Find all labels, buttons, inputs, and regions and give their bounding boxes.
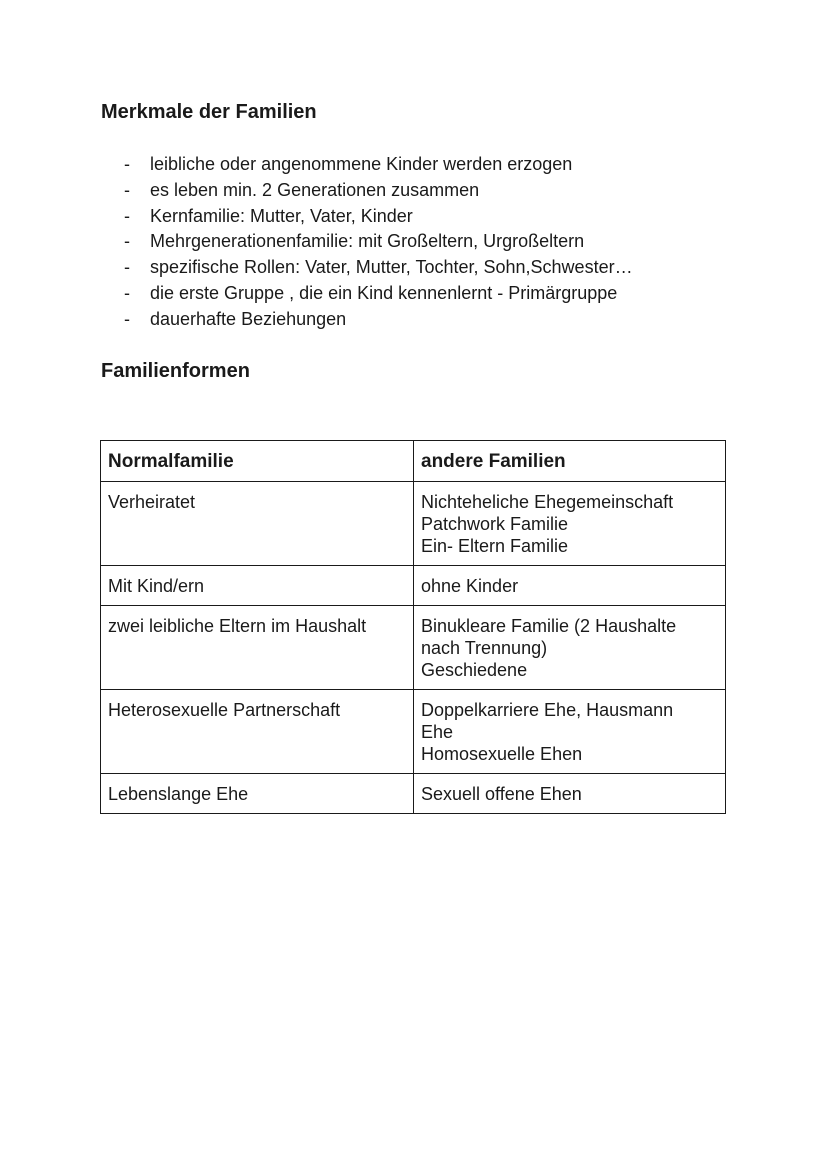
table-row [101, 774, 726, 814]
table-cell-right [414, 566, 726, 606]
cell-line: Ehe [421, 722, 454, 742]
list-item-text: leibliche oder angenommene Kinder werden erzogen [150, 154, 573, 174]
cell-line: ohne Kinder [421, 576, 519, 596]
list-item [122, 178, 633, 204]
table-row [101, 606, 726, 690]
bullet-dash: - [124, 231, 130, 252]
table-cell-left [101, 774, 414, 814]
cell-line: Sexuell offene Ehen [421, 784, 582, 804]
cell-line: nach Trennung) [421, 638, 548, 658]
characteristics-heading: Merkmale der Familien [101, 101, 317, 123]
list-item [122, 152, 633, 178]
table-cell-left [101, 566, 414, 606]
cell-line: Lebenslange Ehe [108, 784, 249, 804]
list-item [122, 307, 633, 333]
table-cell-right [414, 690, 726, 774]
cell-line: Nichteheliche Ehegemeinschaft [421, 492, 674, 512]
family-forms-table [100, 440, 726, 814]
list-item [122, 229, 633, 255]
table-row [101, 566, 726, 606]
list-item-text: dauerhafte Beziehungen [150, 308, 347, 329]
list-item-text: die erste Gruppe , die ein Kind kennenlernt - Primärgruppe [150, 282, 618, 303]
list-item [122, 255, 633, 281]
characteristics-list [122, 152, 633, 333]
cell-line: Binukleare Familie (2 Haushalte [421, 616, 677, 636]
cell-line: zwei leibliche Eltern im Haushalt [108, 616, 367, 636]
cell-line: Heterosexuelle Partnerschaft [108, 700, 341, 720]
cell-line: Homosexuelle Ehen [421, 744, 583, 764]
bullet-dash: - [124, 179, 130, 200]
cell-line: Doppelkarriere Ehe, Hausmann [421, 700, 674, 720]
list-item [122, 204, 633, 230]
cell-line: Geschiedene [421, 660, 528, 680]
table-cell-right [414, 606, 726, 690]
table-cell-left [101, 606, 414, 690]
table-cell-right [414, 774, 726, 814]
list-item-text: Mehrgenerationenfamilie: mit Großeltern, Urgroßeltern [150, 231, 585, 252]
list-item-text: es leben min. 2 Generationen zusammen [150, 179, 480, 200]
table-cell-left [101, 482, 414, 566]
table-row [101, 482, 726, 566]
header-normalfamilie: Normalfamilie [101, 441, 414, 482]
header-andere-familien: andere Familien [414, 441, 726, 482]
bullet-dash: - [124, 282, 130, 303]
bullet-dash: - [124, 205, 130, 226]
table-cell-right [414, 482, 726, 566]
cell-line: Verheiratet [108, 492, 196, 512]
list-item-text: Kernfamilie: Mutter, Vater, Kinder [150, 205, 413, 226]
list-item [122, 281, 633, 307]
list-item-text: spezifische Rollen: Vater, Mutter, Tochter, Sohn,Schwester… [150, 257, 633, 278]
table-cell-left [101, 690, 414, 774]
bullet-dash: - [124, 154, 130, 174]
family-forms-heading: Familienformen [101, 360, 250, 382]
bullet-dash: - [124, 308, 130, 329]
cell-line: Mit Kind/ern [108, 576, 205, 596]
table-header-row [101, 441, 726, 482]
cell-line: Ein- Eltern Familie [421, 536, 569, 556]
table-row [101, 690, 726, 774]
bullet-dash: - [124, 257, 130, 278]
cell-line: Patchwork Familie [421, 514, 569, 534]
